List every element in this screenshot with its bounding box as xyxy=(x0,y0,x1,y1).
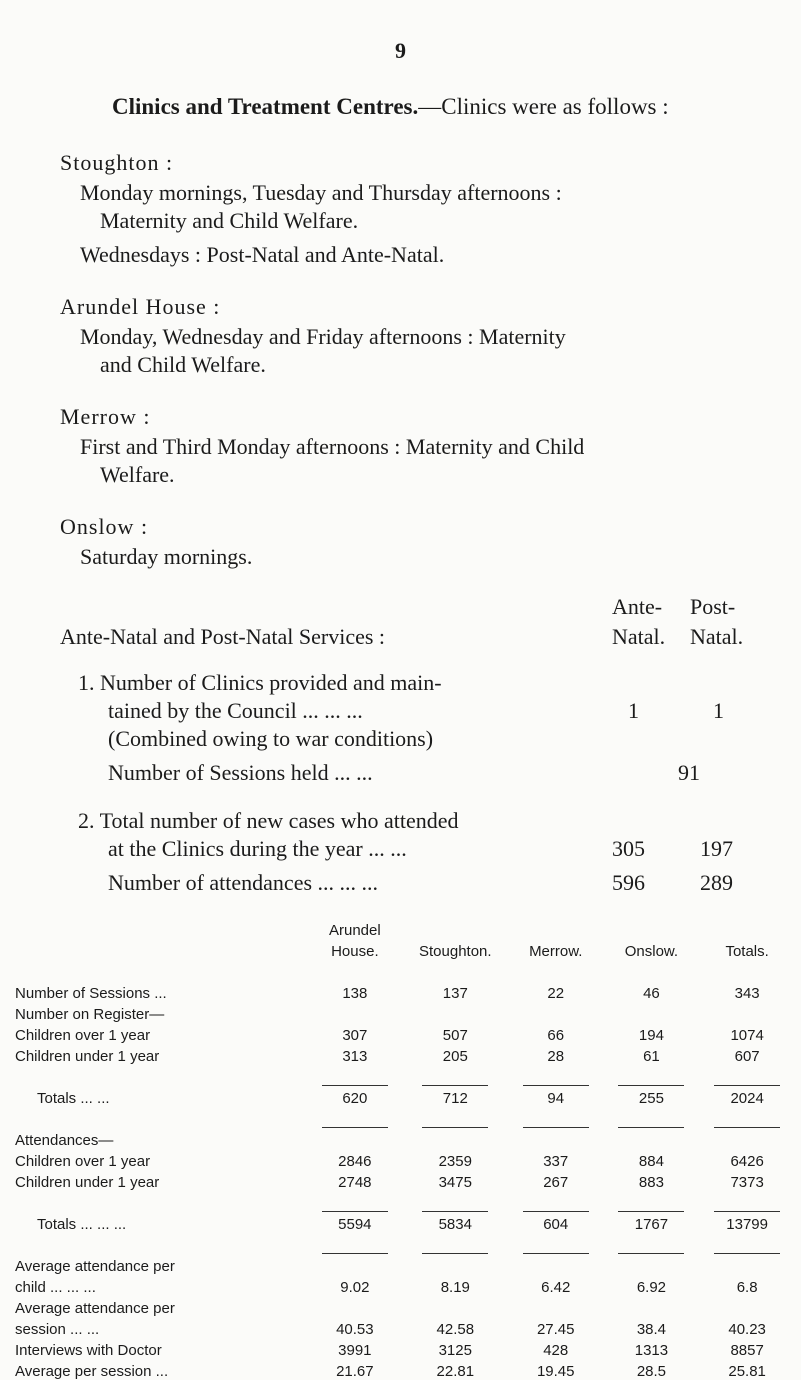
cell: 40.23 xyxy=(728,1321,766,1338)
row-label: Children over 1 year xyxy=(15,1027,151,1044)
cell: 1313 xyxy=(634,1342,669,1359)
table-row xyxy=(15,1149,795,1170)
row-label: Totals ... ... ... xyxy=(37,1216,127,1233)
cell: 1074 xyxy=(730,1027,764,1044)
cell: 9.02 xyxy=(340,1279,370,1296)
cell: 21.67 xyxy=(336,1363,374,1380)
table-row xyxy=(15,1086,795,1107)
cell: 22.81 xyxy=(436,1363,475,1380)
cell: 28 xyxy=(547,1048,565,1065)
cell: 66 xyxy=(547,1027,565,1044)
table-header-row xyxy=(15,918,795,939)
cell: 194 xyxy=(638,1027,664,1044)
cell: 6.8 xyxy=(736,1279,758,1296)
cell: 2359 xyxy=(438,1153,472,1170)
item2-ante: 305 xyxy=(612,836,645,861)
cell: 604 xyxy=(543,1216,569,1233)
row-label: Children under 1 year xyxy=(15,1048,160,1065)
cell: 3475 xyxy=(438,1174,472,1191)
attendances-post: 289 xyxy=(700,870,733,895)
clinic-name-merrow: Merrow : xyxy=(60,404,151,429)
item1-line2: tained by the Council ... ... ... xyxy=(108,698,363,723)
cell: 3991 xyxy=(338,1342,372,1359)
table-header-row xyxy=(15,939,795,960)
cell: 884 xyxy=(638,1153,664,1170)
row-label: Totals ... ... xyxy=(37,1090,110,1107)
table-row xyxy=(15,1044,795,1065)
cell: 61 xyxy=(643,1048,660,1065)
rule-row xyxy=(15,1191,795,1212)
heading-title: Clinics and Treatment Centres. xyxy=(112,94,419,119)
page-number: 9 xyxy=(395,38,406,63)
services-title: Ante-Natal and Post-Natal Services : xyxy=(60,624,386,649)
table-row xyxy=(15,1317,795,1338)
table-row xyxy=(15,1170,795,1191)
cell: 5834 xyxy=(438,1216,472,1233)
table-row xyxy=(15,981,795,1002)
attendances-label: Number of attendances ... ... ... xyxy=(108,870,379,895)
cell: 712 xyxy=(442,1090,468,1107)
rule-row xyxy=(15,1065,795,1086)
row-group-label: Average attendance per xyxy=(15,1258,175,1275)
clinic-name-arundel: Arundel House : xyxy=(60,294,221,319)
table-row xyxy=(15,1128,795,1149)
cell: 313 xyxy=(342,1048,368,1065)
clinic-line: First and Third Monday afternoons : Maternity and Child xyxy=(80,434,585,459)
cell: 343 xyxy=(734,985,760,1002)
cell: 19.45 xyxy=(536,1363,575,1380)
table-row xyxy=(15,1002,795,1023)
col-header-merrow: Merrow. xyxy=(529,943,583,960)
row-group-label: Attendances— xyxy=(15,1132,114,1149)
rule-row xyxy=(15,1233,795,1254)
cell: 8.19 xyxy=(440,1279,470,1296)
row-label: Children under 1 year xyxy=(15,1174,160,1191)
cell: 94 xyxy=(547,1090,565,1107)
cell: 5594 xyxy=(338,1216,372,1233)
cell: 2748 xyxy=(338,1174,372,1191)
cell: 8857 xyxy=(730,1342,764,1359)
table-row xyxy=(15,1296,795,1317)
row-label: child ... ... ... xyxy=(15,1279,96,1296)
attendances-ante: 596 xyxy=(612,870,645,895)
row-group-label: Average attendance per xyxy=(15,1300,175,1317)
section-heading xyxy=(112,94,669,120)
item2-line2: at the Clinics during the year ... ... xyxy=(108,836,407,861)
col-header-totals: Totals. xyxy=(725,943,769,960)
row-label: Number of Sessions ... xyxy=(15,985,167,1002)
cell: 22 xyxy=(547,985,565,1002)
cell: 2024 xyxy=(730,1090,764,1107)
col-post-bottom: Natal. xyxy=(690,624,744,649)
col-header-stoughton: Stoughton. xyxy=(419,943,492,960)
cell: 137 xyxy=(442,985,468,1002)
rule-row xyxy=(15,1107,795,1128)
clinic-line: Wednesdays : Post-Natal and Ante-Natal. xyxy=(80,242,445,267)
cell: 267 xyxy=(543,1174,569,1191)
col-header-arundel-house: House. xyxy=(331,943,379,960)
cell: 620 xyxy=(342,1090,368,1107)
col-ante-bottom: Natal. xyxy=(612,624,666,649)
clinic-name-onslow: Onslow : xyxy=(60,514,149,539)
clinic-line: Welfare. xyxy=(100,462,175,487)
item1-line3: (Combined owing to war conditions) xyxy=(108,726,434,751)
cell: 42.58 xyxy=(436,1321,475,1338)
cell: 2846 xyxy=(338,1153,372,1170)
cell: 607 xyxy=(734,1048,760,1065)
cell: 138 xyxy=(342,985,368,1002)
sessions-value: 91 xyxy=(678,760,700,785)
col-header-onslow: Onslow. xyxy=(624,943,679,960)
attendance-table xyxy=(15,918,795,1380)
table-row xyxy=(15,1212,795,1233)
table-row xyxy=(15,1023,795,1044)
clinic-line: Saturday mornings. xyxy=(80,544,253,569)
cell: 3125 xyxy=(438,1342,472,1359)
cell: 27.45 xyxy=(536,1321,575,1338)
cell: 7373 xyxy=(730,1174,764,1191)
table-row xyxy=(15,1254,795,1275)
table-row xyxy=(15,1275,795,1296)
cell: 1767 xyxy=(634,1216,669,1233)
item1-line1: 1. Number of Clinics provided and main- xyxy=(78,670,442,695)
row-label: session ... ... xyxy=(15,1321,100,1338)
clinic-line: Monday mornings, Tuesday and Thursday afternoons : xyxy=(80,180,562,205)
col-post-top: Post- xyxy=(690,594,736,619)
heading-rest: —Clinics were as follows : xyxy=(418,94,669,119)
cell: 40.53 xyxy=(336,1321,374,1338)
clinic-line: Maternity and Child Welfare. xyxy=(100,208,359,233)
item2-line1: 2. Total number of new cases who attended xyxy=(78,808,459,833)
clinic-line: Monday, Wednesday and Friday afternoons : Maternity xyxy=(80,324,566,349)
cell: 307 xyxy=(342,1027,368,1044)
clinic-name-stoughton: Stoughton : xyxy=(60,150,174,175)
cell: 205 xyxy=(442,1048,468,1065)
clinic-line: and Child Welfare. xyxy=(100,352,266,377)
row-label: Average per session ... xyxy=(15,1363,169,1380)
cell: 6.42 xyxy=(541,1279,571,1296)
table-row xyxy=(15,1359,795,1380)
cell: 883 xyxy=(638,1174,664,1191)
cell: 507 xyxy=(442,1027,468,1044)
row-label: Children over 1 year xyxy=(15,1153,151,1170)
item2-post: 197 xyxy=(700,836,733,861)
cell: 28.5 xyxy=(636,1363,667,1380)
cell: 6.92 xyxy=(636,1279,667,1296)
cell: 13799 xyxy=(726,1216,768,1233)
col-header-arundel: Arundel xyxy=(328,922,381,939)
row-label: Interviews with Doctor xyxy=(15,1342,162,1359)
row-group-label: Number on Register— xyxy=(15,1006,165,1023)
col-ante-top: Ante- xyxy=(612,594,663,619)
cell: 38.4 xyxy=(636,1321,667,1338)
cell: 255 xyxy=(638,1090,664,1107)
cell: 337 xyxy=(543,1153,569,1170)
item1-post: 1 xyxy=(713,698,724,723)
item1-ante: 1 xyxy=(628,698,639,723)
cell: 46 xyxy=(643,985,660,1002)
cell: 6426 xyxy=(730,1153,764,1170)
sessions-label: Number of Sessions held ... ... xyxy=(108,760,373,785)
cell: 25.81 xyxy=(728,1363,766,1380)
cell: 428 xyxy=(543,1342,569,1359)
